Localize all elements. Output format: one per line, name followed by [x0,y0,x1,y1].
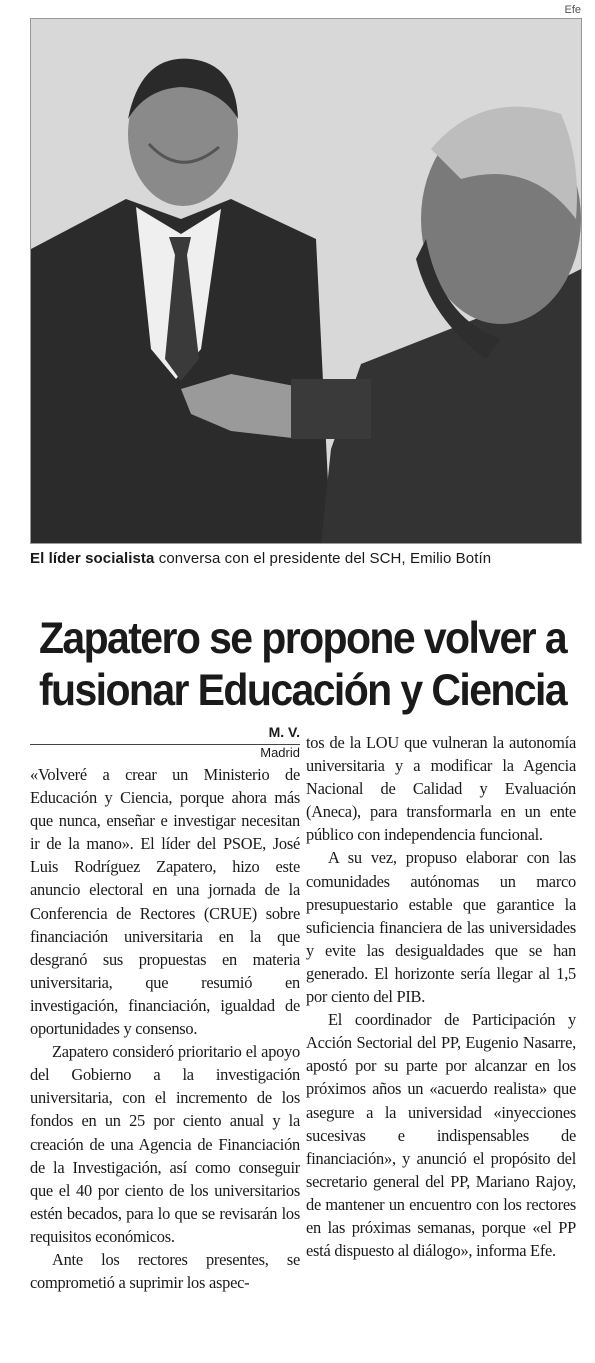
article-column-1 [30,763,300,1294]
headline-line-2: fusionar Educación y Ciencia [38,664,567,715]
headline [30,612,575,716]
paragraph: «Volveré a crear un Ministerio de Educación y Ciencia, porque ahora más que nunca, enseñar e investigar necesitan ir de la mano». El líder del PSOE, José Luis Rodríguez Zapatero, hizo este anuncio electoral en una jornada de la Conferencia de Rectores (CRUE) sobre financiación universitaria en la que desgranó sus propuestas en materia universitaria, que resumió en investigación, financiación, igualdad de oportunidades y consenso. [30,765,300,1039]
paragraph: Zapatero consideró prioritario el apoyo del Gobierno a la investigación universitaria, con el incremento de los fondos en un 25 por ciento anual y la creación de una Agencia de Financiación de la Investigación, así como conseguir que el 40 por ciento de los universitarios estén becados, para lo que se revisarán los requisitos económicos. [30,1042,300,1246]
caption-text: conversa con el presidente del SCH, Emilio Botín [154,550,492,567]
photo-credit: Efe [564,4,581,16]
photo-caption [30,550,580,567]
byline [30,724,300,761]
byline-author: M. V. [268,724,300,740]
paragraph: A su vez, propuso elaborar con las comunidades autónomas un marco presupuestario estable que garantice la suficiencia financiera de las universidades y evite las desigualdades que se han generado. El horizonte sería llegar al 1,5 por ciento del PIB. [306,848,576,1007]
headline-line-1: Zapatero se propone volver a [38,613,567,663]
paragraph: tos de la LOU que vulneran la autonomía universitaria y a modificar la Agencia Nacional de Calidad y Evaluación (Aneca), para transformarla en un ente público con independencia funcional. [306,733,576,845]
article-column-2 [306,731,576,1262]
byline-place: Madrid [260,745,300,760]
photo-illustration [31,19,581,543]
caption-lead: El líder socialista [30,550,155,567]
news-photo [30,18,582,544]
paragraph: El coordinador de Participación y Acción Sectorial del PP, Eugenio Nasarre, apostó por su parte por alcanzar en los próximos años un «acuerdo realista» que asegure a la universidad «inyecciones sucesivas e indispensables de financiación», y anunció el propósito del secretario general del PP, Mariano Rajoy, de mantener un encuentro con los rectores en las próximas semanas, porque «el PP está dispuesto al diálogo», informa Efe. [306,1010,576,1261]
paragraph: Ante los rectores presentes, se comprometió a suprimir los aspec- [30,1249,300,1293]
